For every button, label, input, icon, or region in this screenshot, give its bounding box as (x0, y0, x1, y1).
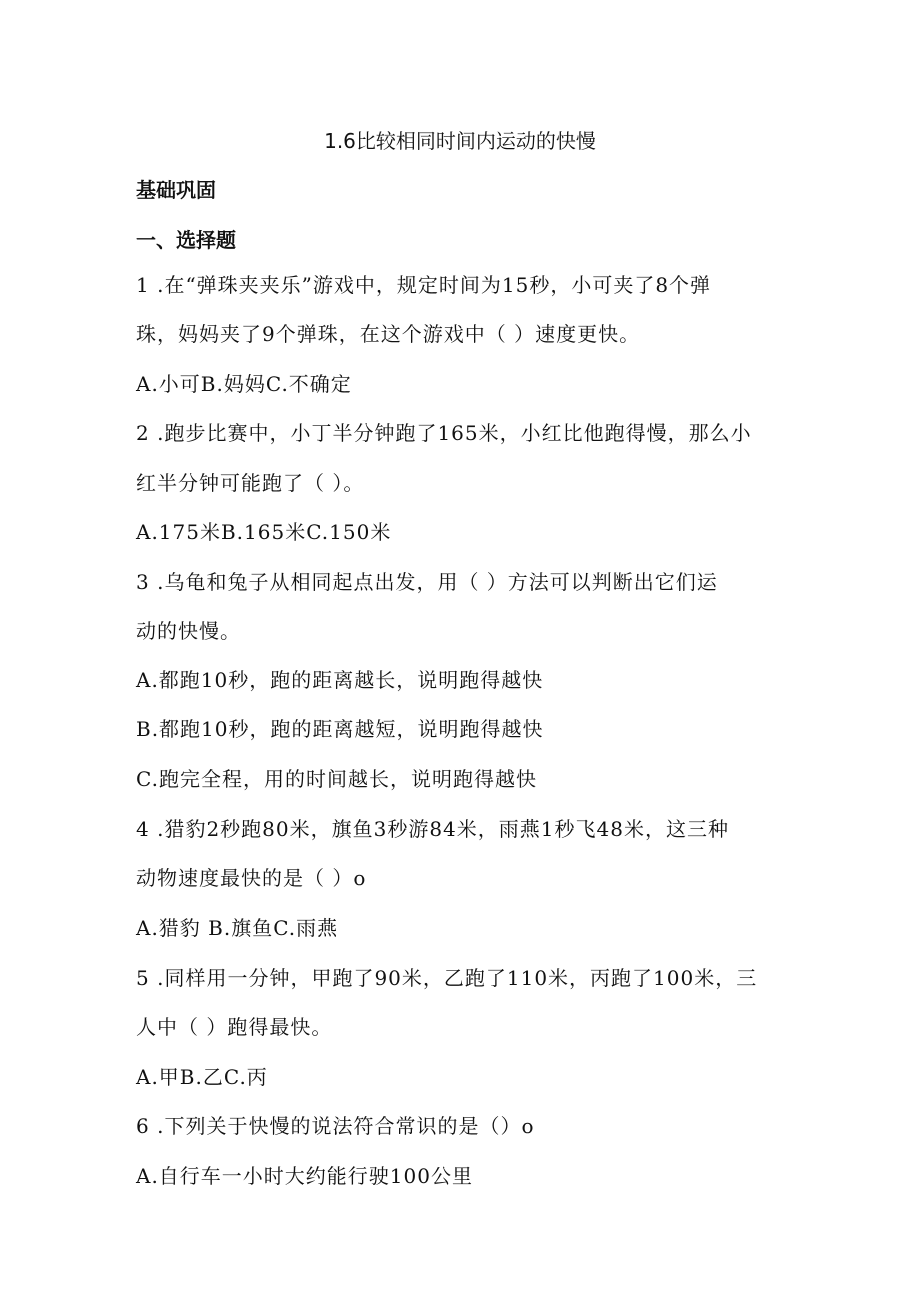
part-heading: 一、选择题 (136, 228, 236, 252)
question-5-options: A.甲B.乙C.丙 (136, 1065, 268, 1089)
question-3-option-c: C.跑完全程，用的时间越长，说明跑得越快 (136, 767, 537, 791)
question-3-option-b: B.都跑10秒，跑的距离越短，说明跑得越快 (136, 717, 544, 741)
question-2-line-1: 2 .跑步比赛中，小丁半分钟跑了165米，小红比他跑得慢，那么小 (136, 421, 752, 445)
question-5-line-2: 人中（ ）跑得最快。 (136, 1015, 333, 1039)
document-title: 1.6比较相同时间内运动的快慢 (324, 129, 596, 153)
section-heading: 基础巩固 (136, 178, 216, 202)
question-4-line-2: 动物速度最快的是（ ）o (136, 866, 367, 890)
question-4-line-1: 4 .猎豹2秒跑80米，旗鱼3秒游84米，雨燕1秒飞48米，这三种 (136, 817, 729, 841)
question-1-line-1: 1 .在“弹珠夹夹乐”游戏中，规定时间为15秒，小可夹了8个弹 (136, 273, 712, 297)
question-1-line-2: 珠，妈妈夹了9个弹珠，在这个游戏中（ ）速度更快。 (136, 322, 641, 346)
question-2-options: A.175米B.165米C.150米 (136, 520, 392, 544)
question-1-options: A.小可B.妈妈C.不确定 (136, 372, 352, 396)
question-2-line-2: 红半分钟可能跑了（ ）。 (136, 471, 365, 495)
question-4-options: A.猎豹 B.旗鱼C.雨燕 (136, 916, 339, 940)
question-3-option-a: A.都跑10秒，跑的距离越长，说明跑得越快 (136, 668, 544, 692)
question-6-option-a: A.自行车一小时大约能行驶100公里 (136, 1164, 473, 1188)
question-3-line-2: 动的快慢。 (136, 619, 241, 643)
question-3-line-1: 3 .乌龟和兔子从相同起点出发，用（ ）方法可以判断出它们运 (136, 570, 718, 594)
question-5-line-1: 5 .同样用一分钟，甲跑了90米，乙跑了110米，丙跑了100米，三 (136, 966, 758, 990)
question-6-line-1: 6 .下列关于快慢的说法符合常识的是（）o (136, 1114, 535, 1138)
